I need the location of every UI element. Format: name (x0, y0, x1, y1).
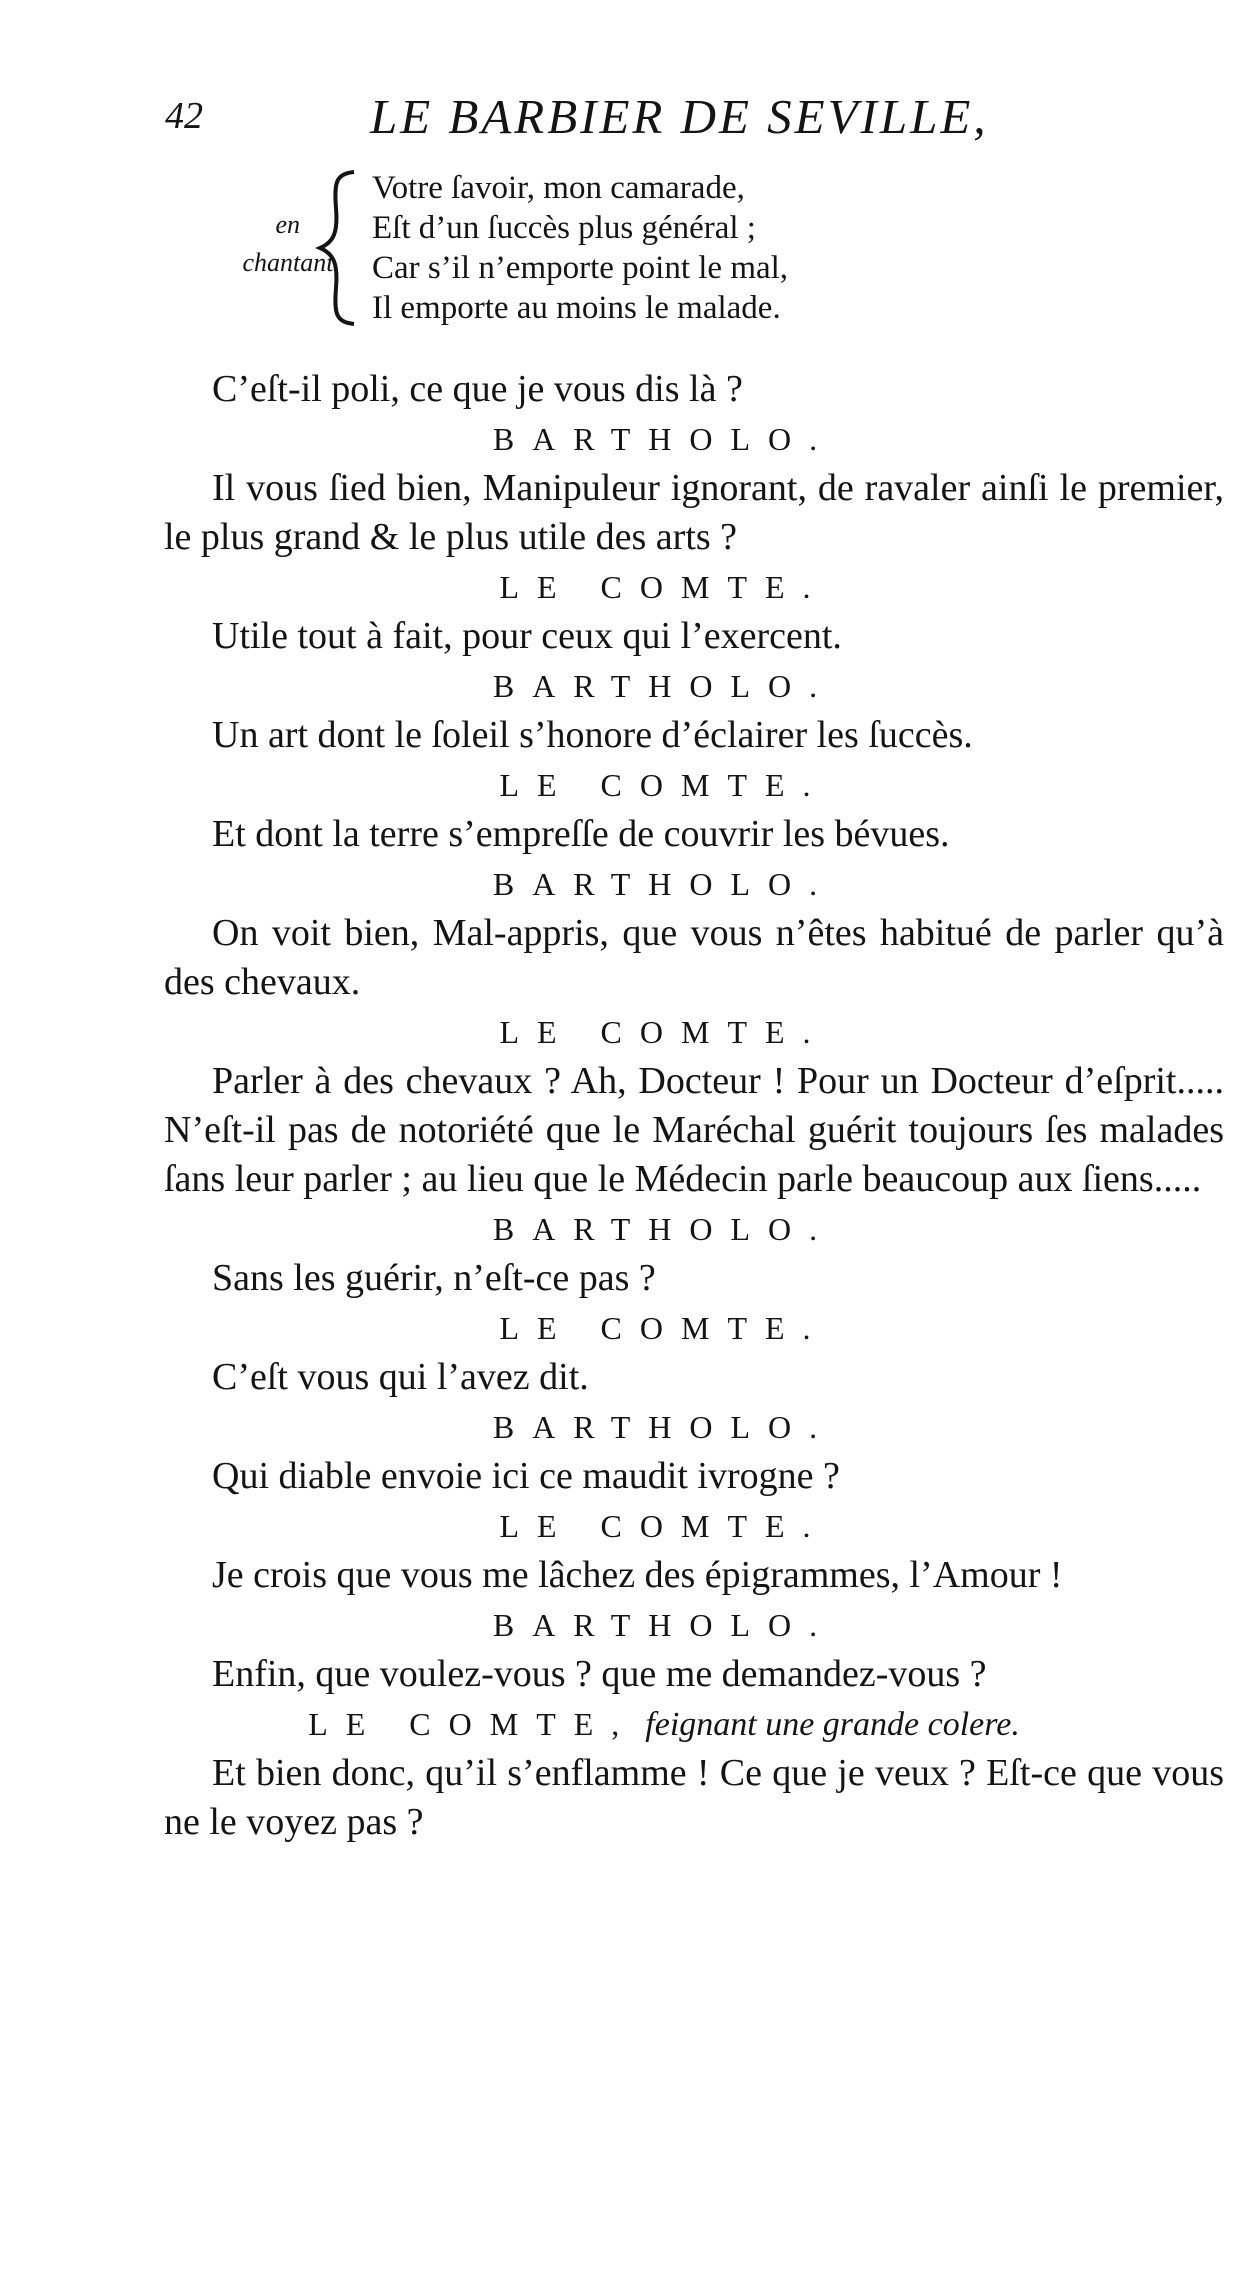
speaker-name: BARTHOLO. (492, 1409, 836, 1445)
speech: Et bien donc, qu’il s’enflamme ! Ce que je veux ? Eſt-ce que vous ne le voyez pas ? (164, 1752, 1224, 1843)
dialogue (164, 365, 1224, 1847)
curly-brace-icon (310, 168, 366, 328)
speech: C’eſt vous qui l’avez dit. (212, 1356, 589, 1398)
speech: Utile tout à fait, pour ceux qui l’exercent. (212, 615, 842, 657)
verse-direction-line-2: chantant. (242, 248, 340, 277)
speech: Un art dont le ſoleil s’honore d’éclairer les ſuccès. (212, 714, 973, 756)
speaker-name: BARTHOLO. (492, 668, 836, 704)
speaker-name: LE COMTE. (499, 767, 829, 803)
speech: Enfin, que voulez-vous ? que me demandez-vous ? (212, 1653, 987, 1695)
verse-direction-line-1: en (275, 210, 300, 239)
speech: Qui diable envoie ici ce maudit ivrogne ? (212, 1455, 840, 1497)
stage-direction: feignant une grande colere. (645, 1706, 1020, 1743)
speaker-name: BARTHOLO. (492, 1607, 836, 1643)
speech: Il vous ſied bien, Manipuleur ignorant, de ravaler ainſi le premier, le plus grand & le plus utile des arts ? (164, 467, 1224, 558)
speaker-name: LE COMTE. (499, 1310, 829, 1346)
running-title: LE BARBIER DE SEVILLE, (370, 89, 989, 144)
speech: C’eſt-il poli, ce que je vous dis là ? (212, 368, 743, 410)
verse-line: Il emporte au moins le malade. (372, 290, 781, 326)
speech: Sans les guérir, n’eſt-ce pas ? (212, 1257, 656, 1299)
speech: On voit bien, Mal-appris, que vous n’êtes habitué de parler qu’à des chevaux. (164, 912, 1224, 1003)
speaker-name: LE COMTE. (499, 1508, 829, 1544)
speaker-name: BARTHOLO. (492, 866, 836, 902)
sung-verse (160, 168, 1160, 338)
speech: Je crois que vous me lâchez des épigrammes, l’Amour ! (212, 1554, 1063, 1596)
speaker-name: LE COMTE. (499, 1014, 829, 1050)
speaker-name: BARTHOLO. (492, 421, 836, 457)
speaker-name: LE COMTE, (308, 1706, 638, 1742)
speech: Parler à des chevaux ? Ah, Docteur ! Pour un Docteur d’eſprit..... N’eſt-il pas de notoriété que le Maréchal guérit toujours ſes malades ſans leur parler ; au lieu que le Médecin parle beaucoup aux ſiens..... (164, 1060, 1224, 1200)
verse-line: Votre ſavoir, mon camarade, (372, 170, 745, 206)
speaker-name: BARTHOLO. (492, 1211, 836, 1247)
verse-line: Car s’il n’emporte point le mal, (372, 250, 789, 286)
running-header (165, 88, 1065, 148)
speech: Et dont la terre s’empreſſe de couvrir les bévues. (212, 813, 950, 855)
verse-lines (372, 168, 788, 328)
speaker-name: LE COMTE. (499, 569, 829, 605)
verse-line: Eſt d’un ſuccès plus général ; (372, 210, 756, 246)
page-number: 42 (165, 95, 203, 137)
speaker-with-stage-direction (164, 1699, 1224, 1749)
